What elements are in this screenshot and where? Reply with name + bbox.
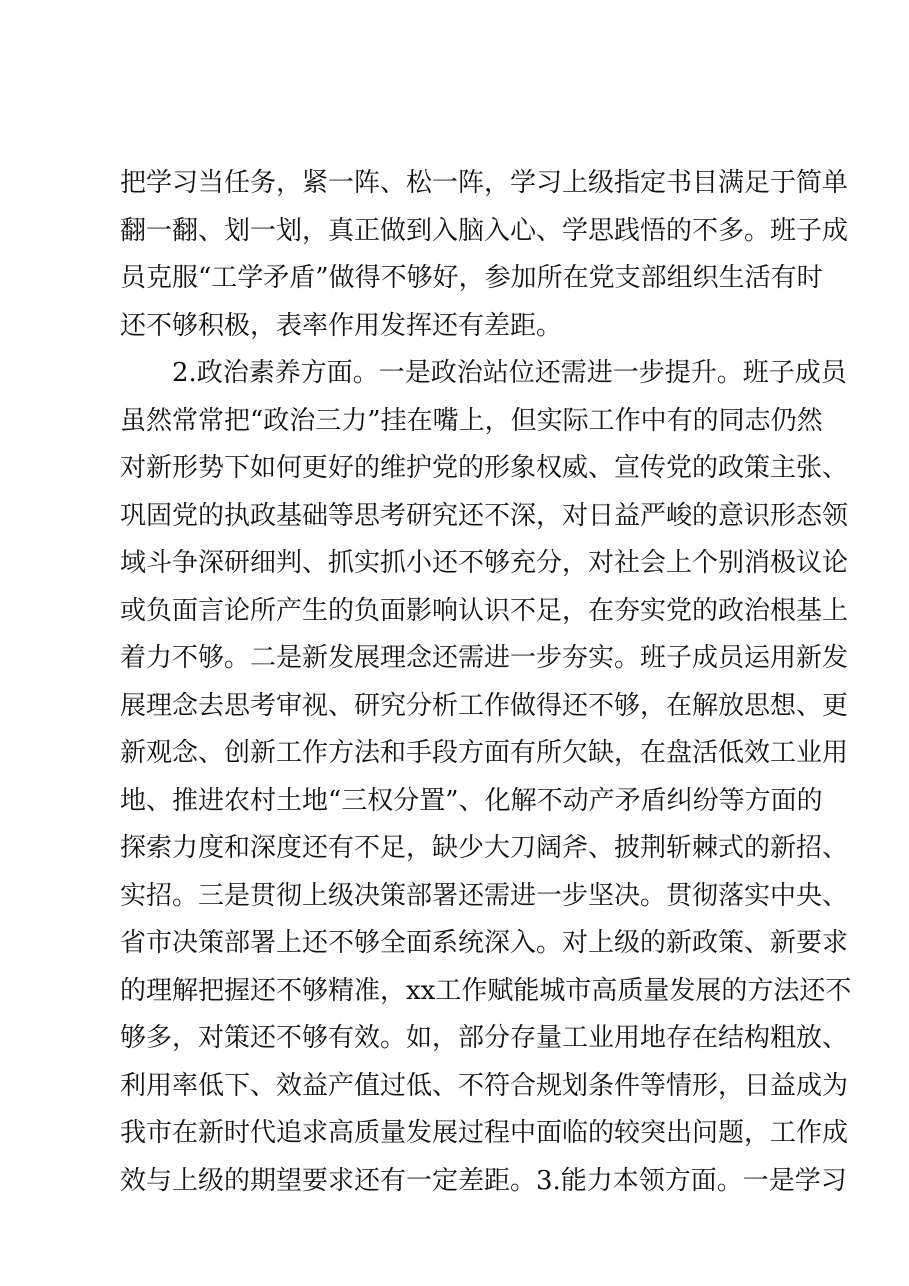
text-line: 实招。三是贯彻上级决策部署还需进一步坚决。贯彻落实中央、 [120,880,849,911]
text-line: 够多，对策还不够有效。如，部分存量工业用地存在结构粗放、 [120,1023,849,1053]
text-line: 新观念、创新工作方法和手段方面有所欠缺，在盘活低效工业用 [120,738,849,768]
text-line: 员克服“工学矛盾”做得不够好，参加所在党支部组织生活有时 [120,263,823,293]
text-line: 效与上级的期望要求还有一定差距。3.能力本领方面。一是学习 [120,1165,847,1196]
text-line: 还不够积极，表率作用发挥还有差距。 [120,310,563,341]
text-line: 探索力度和深度还有不足，缺少大刀阔斧、披荆斩棘式的新招、 [120,833,849,863]
text-line: 的理解把握还不够精准，xx工作赋能城市高质量发展的方法还不 [120,975,852,1006]
text-line-paragraph-start: 2.政治素养方面。一是政治站位还需进一步提升。班子成员 [172,358,847,388]
document-body [120,160,852,1205]
text-line: 翻一翻、划一划，真正做到入脑入心、学思践悟的不多。班子成 [120,215,849,246]
text-line: 或负面言论所产生的负面影响认识不足，在夯实党的政治根基上 [120,595,849,626]
text-line: 利用率低下、效益产值过低、不符合规划条件等情形，日益成为 [120,1070,849,1101]
text-line: 展理念去思考审视、研究分析工作做得还不够，在解放思想、更 [120,690,849,721]
text-line: 省市决策部署上还不够全面系统深入。对上级的新政策、新要求 [120,928,849,958]
text-line: 对新形势下如何更好的维护党的形象权威、宣传党的政策主张、 [120,453,849,483]
text-line: 着力不够。二是新发展理念还需进一步夯实。班子成员运用新发 [120,643,849,673]
text-line: 把学习当任务，紧一阵、松一阵，学习上级指定书目满足于简单 [120,168,849,198]
text-line: 地、推进农村土地“三权分置”、化解不动产矛盾纠纷等方面的 [120,785,823,816]
text-line: 我市在新时代追求高质量发展过程中面临的较突出问题，工作成 [120,1118,849,1148]
text-line: 虽然常常把“政治三力”挂在嘴上，但实际工作中有的同志仍然 [120,405,823,436]
text-line: 巩固党的执政基础等思考研究还不深，对日益严峻的意识形态领 [120,500,849,531]
text-line: 域斗争深研细判、抓实抓小还不够充分，对社会上个别消极议论 [120,548,849,578]
